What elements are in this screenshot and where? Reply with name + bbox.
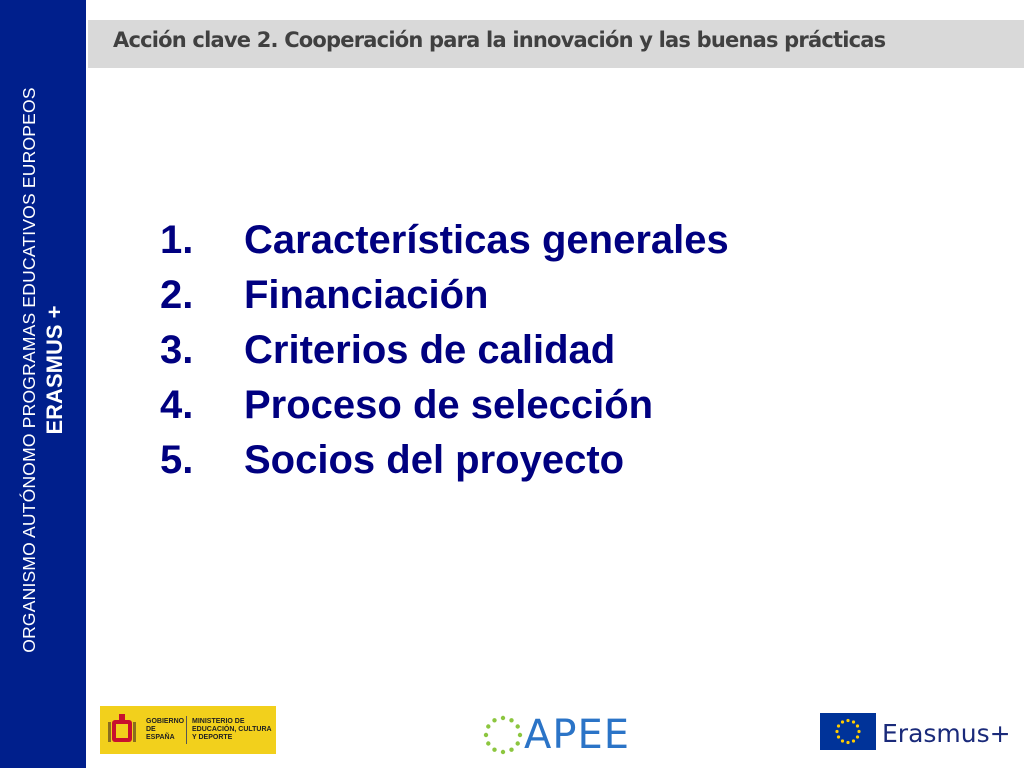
apee-logo-text: APEE	[524, 712, 631, 758]
agenda-item-number: 1.	[160, 218, 194, 262]
apee-logo	[482, 710, 630, 760]
sidebar-caption	[17, 0, 69, 740]
star-circle-icon	[482, 714, 524, 756]
agenda-item	[160, 378, 729, 433]
agenda-item-label: Socios del proyecto	[244, 438, 625, 482]
sidebar-organization: ORGANISMO AUTÓNOMO PROGRAMAS EDUCATIVOS EUROPEOS	[19, 87, 39, 653]
agenda-item-number: 4.	[160, 383, 194, 427]
erasmus-logo-text: Erasmus+	[882, 719, 1011, 748]
agenda-item-label: Financiación	[244, 273, 489, 317]
agenda-item	[160, 433, 729, 488]
sidebar	[0, 0, 86, 768]
eu-flag-icon	[820, 713, 876, 750]
gov-logo-divider	[186, 716, 187, 744]
agenda-item	[160, 268, 729, 323]
coat-of-arms-icon	[108, 712, 136, 748]
agenda-item	[160, 323, 729, 378]
slide-title: Acción clave 2. Cooperación para la innovación y las buenas prácticas	[113, 28, 886, 52]
agenda-item	[160, 213, 729, 268]
sidebar-program: ERASMUS +	[42, 305, 67, 435]
agenda-item-label: Proceso de selección	[244, 383, 654, 427]
agenda-list	[160, 213, 729, 488]
agenda-item-label: Criterios de calidad	[244, 328, 616, 372]
gobierno-espana-logo	[100, 706, 276, 754]
ministry-logo-text: MINISTERIO DE EDUCACIÓN, CULTURA Y DEPORTE	[192, 718, 272, 741]
agenda-item-number: 2.	[160, 273, 194, 317]
agenda-item-number: 5.	[160, 438, 194, 482]
agenda-item-label: Características generales	[244, 218, 729, 262]
agenda-item-number: 3.	[160, 328, 194, 372]
gov-logo-text: GOBIERNO DE ESPAÑA	[146, 718, 185, 741]
